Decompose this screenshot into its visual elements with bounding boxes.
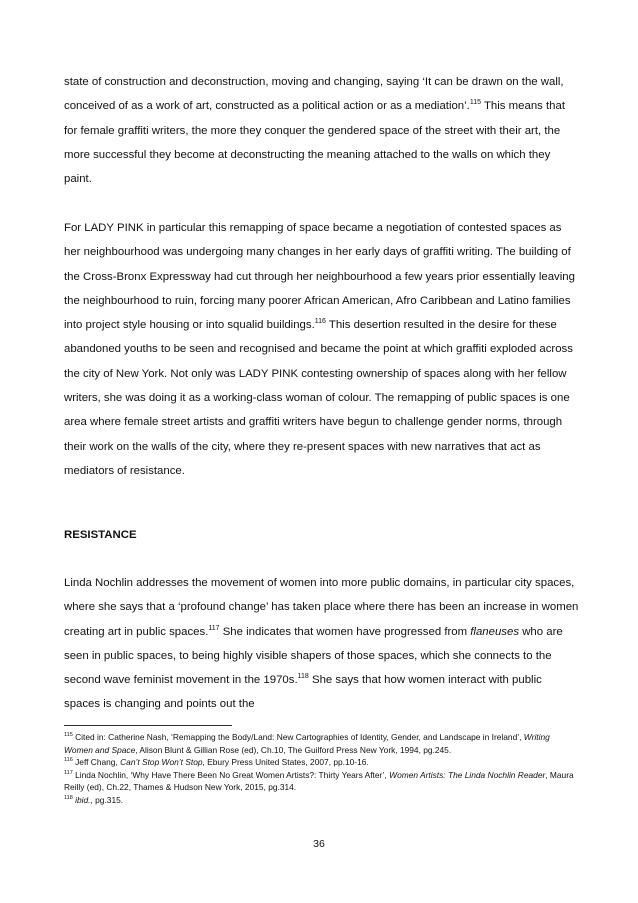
footnote-number: 118 bbox=[64, 795, 73, 802]
footnote-number: 116 bbox=[64, 757, 73, 764]
body-paragraph-2 bbox=[64, 216, 580, 483]
footnote-title: Can’t Stop Won’t Stop bbox=[120, 757, 203, 768]
footnotes bbox=[64, 731, 580, 807]
footnote-reference[interactable]: 118 bbox=[297, 673, 309, 681]
paragraph-text: Linda Nochlin addresses the movement of women into more public domains, in particular city spaces, where she says that a ‘profound change’ has taken place where there has been an increase in women creating art in public spaces. bbox=[64, 577, 579, 638]
section-heading: RESISTANCE bbox=[64, 529, 137, 541]
paragraph-text: She indicates that women have progressed from bbox=[219, 625, 471, 638]
italic-term: flaneuses bbox=[470, 625, 520, 638]
footnote-text: , Alison Blunt & Gillian Rose (ed), Ch.10, The Guilford Press New York, 1994, pg.245. bbox=[135, 744, 452, 755]
footnote-reference[interactable]: 115 bbox=[469, 99, 482, 107]
footnote-number: 117 bbox=[64, 769, 73, 776]
paragraph-text: This means that for female graffiti writers, the more they conquer the gendered space of the street with their art, the more successful they become at deconstructing the meaning attached to the walls on which they paint. bbox=[64, 100, 566, 186]
footnote-text: Cited in: Catherine Nash, ‘Remapping the Body/Land: New Cartographies of Identity, Gender, and Landscape in Ireland’, bbox=[72, 732, 524, 742]
footnote-117 bbox=[64, 769, 580, 794]
footnote-text: Linda Nochlin, ‘Why Have There Been No Great Women Artists?: Thirty Years After’, bbox=[72, 769, 390, 780]
footnote-reference[interactable]: 116 bbox=[314, 318, 326, 326]
footnote-118 bbox=[64, 794, 580, 807]
paragraph-text: who are seen in public spaces, to being highly visible shapers of those spaces, which she connects to the second wave feminist movement in the 1970s. bbox=[64, 625, 563, 687]
footnote-separator bbox=[64, 725, 232, 726]
footnote-text: , Ebury Press United States, 2007, pp.10-16. bbox=[202, 757, 369, 768]
footnote-115 bbox=[64, 731, 580, 756]
paragraph-text: For LADY PINK in particular this remapping of space became a negotiation of contested spaces as her neighbourhood was undergoing many changes in her early days of graffiti writing. The building of the Cross-Bronx Expressway had cut through her neighbourhood a few years prior essentially leaving the neighbourhood to ruin, forcing many poorer African American, Afro Caribbean and Latino families into project style housing or into squalid buildings. bbox=[64, 222, 575, 332]
footnote-number: 115 bbox=[64, 732, 73, 739]
footnote-title: Writing Women and Space bbox=[64, 732, 550, 755]
footnote-title: Women Artists: The Linda Nochlin Reader bbox=[389, 769, 546, 780]
body-paragraph-1 bbox=[64, 70, 580, 191]
paragraph-text: state of construction and deconstruction, moving and changing, saying ‘It can be drawn on the wall, conceived of as a work of art, constructed as a political action or as a mediation’. bbox=[64, 76, 564, 113]
body-paragraph-3 bbox=[64, 571, 580, 717]
footnote-116 bbox=[64, 756, 580, 769]
page-number: 36 bbox=[313, 838, 325, 850]
footnote-text: Jeff Chang, bbox=[72, 757, 121, 768]
paragraph-text: She says that how women interact with public spaces is changing and points out the bbox=[64, 674, 542, 711]
paragraph-text: This desertion resulted in the desire for these abandoned youths to be seen and recognised and became the point at which graffiti exploded across the city of New York. Not only was LADY PINK contesting ownership of spaces along with her fellow writers, she was doing it as a working-class woman of colour. The remapping of public spaces is one area where female street artists and graffiti writers have begun to challenge gender norms, through their work on the walls of the city, where they re-present spaces with new narratives that act as mediators of resistance. bbox=[64, 319, 573, 477]
footnote-reference[interactable]: 117 bbox=[208, 624, 220, 632]
footnote-text: , Maura Reilly (ed), Ch.22, Thames & Hudson New York, 2015, pg.314. bbox=[64, 769, 574, 793]
footnote-title: ibid. bbox=[75, 794, 91, 805]
footnote-text: , pg.315. bbox=[90, 794, 124, 805]
